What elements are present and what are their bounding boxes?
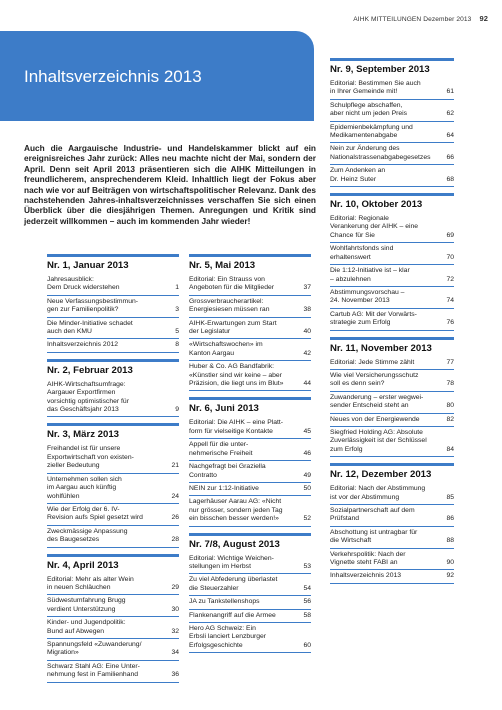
entry-page-number: 50 [303, 484, 311, 492]
entry-page-number: 88 [446, 537, 454, 545]
entry-title: Editorial: Nach der Abstimmung ist vor der Abstimmung [330, 485, 426, 501]
page-number: 92 [479, 14, 488, 23]
entry-title: Abstimmungsvorschau – 24. November 2013 [330, 288, 405, 305]
entry-title: Lagerhäuser Aarau AG: «Nicht nur grösser, sondern jeden Tag ein bisschen besser werden!» [189, 498, 283, 523]
entry-page-number: 26 [171, 514, 179, 522]
entry-title: Editorial: Bestimmen Sie auch in Ihrer Gemeinde mit! [330, 80, 421, 96]
entry-title: Editorial: Jede Stimme zählt [330, 358, 415, 366]
toc-entry[interactable] [47, 639, 179, 661]
toc-section [47, 554, 179, 683]
toc-section [47, 423, 179, 547]
entry-page-number: 54 [303, 584, 311, 592]
toc-entry[interactable] [330, 370, 454, 392]
entry-title: AIHK-Wirtschaftsumfrage: Aargauer Exportfirmen vorsichtig optimistischer für das Geschäftsjahr 2013 [47, 380, 129, 414]
toc-section [189, 254, 311, 391]
entry-page-number: 49 [303, 471, 311, 479]
toc-entry[interactable] [189, 296, 311, 318]
entry-page-number: 90 [446, 559, 454, 567]
entry-page-number: 80 [446, 402, 454, 410]
entry-title: Nein zur Änderung des Nationalstrassenabgabegesetzes [330, 145, 431, 161]
toc-section [189, 397, 311, 526]
toc-column-1 [47, 254, 179, 689]
toc-entry[interactable] [47, 379, 179, 418]
entry-page-number: 85 [446, 493, 454, 501]
toc-entry[interactable] [330, 483, 454, 505]
entry-page-number: 3 [175, 306, 179, 314]
entry-page-number: 52 [303, 515, 311, 523]
entry-page-number: 21 [171, 462, 179, 470]
toc-entry[interactable] [330, 392, 454, 414]
entry-title: Siegfried Holding AG: Absolute Zuverlässigkeit ist der Schlüssel zum Erfolg [330, 428, 427, 453]
section-title: Nr. 11, November 2013 [330, 337, 454, 357]
toc-entry[interactable] [330, 243, 454, 265]
entry-page-number: 68 [446, 175, 454, 183]
toc-entry[interactable] [47, 296, 179, 318]
entry-title: Die 1:12-Initiative ist – klar – abzulehnen [330, 267, 410, 283]
entry-title: Schulpflege abschaffen, aber nicht um jeden Preis [330, 101, 408, 118]
toc-entry[interactable] [47, 274, 179, 296]
entry-title: Hero AG Schweiz: Ein Erbsli lanciert Lenzburger Erfolgsgeschichte [189, 624, 267, 649]
entry-page-number: 86 [446, 515, 454, 523]
entry-page-number: 32 [171, 627, 179, 635]
entry-page-number: 84 [446, 445, 454, 453]
entry-title: Inhaltsverzeichnis 2012 [47, 341, 119, 349]
entry-title: Zu viel Abfederung überlastet die Steuerzahler [189, 576, 278, 592]
toc-section [47, 359, 179, 418]
toc-entry[interactable] [47, 661, 179, 683]
entry-page-number: 62 [446, 110, 454, 118]
entry-page-number: 30 [171, 605, 179, 613]
entry-page-number: 72 [446, 275, 454, 283]
section-title: Nr. 2, Februar 2013 [47, 359, 179, 379]
entry-page-number: 70 [446, 253, 454, 261]
toc-entry[interactable] [330, 287, 454, 309]
entry-title: Editorial: Ein Strauss von Angeboten für die Mitglieder [189, 276, 275, 292]
entry-title: Kinder- und Jugendpolitik: Bund auf Abwegen [47, 619, 126, 635]
toc-entry[interactable] [330, 213, 454, 243]
entry-title: Nachgefragt bei Graziella Contratto [189, 463, 266, 479]
toc-entry[interactable] [189, 361, 311, 391]
toc-entry[interactable] [47, 339, 179, 352]
entry-page-number: 24 [171, 492, 179, 500]
entry-title: Unternehmen sollen sich im Aargau auch künftig wohlfühlen [47, 475, 122, 500]
entry-page-number: 74 [446, 297, 454, 305]
entry-title: Die Minder-Initiative schadet auch den KMU [47, 319, 133, 336]
entry-page-number: 36 [171, 671, 179, 679]
toc-entry[interactable] [330, 549, 454, 571]
entry-title: Freihandel ist für unsere Exportwirtschaft von existen- zieller Bedeutung [47, 445, 134, 470]
section-title: Nr. 10, Oktober 2013 [330, 193, 454, 213]
toc-entry[interactable] [47, 574, 179, 596]
entry-page-number: 45 [303, 427, 311, 435]
entry-page-number: 53 [303, 562, 311, 570]
toc-entry[interactable] [47, 474, 179, 504]
entry-title: Grossverbraucherartikel: Energiesiesen müssen ran [189, 297, 270, 314]
entry-title: Zweckmässige Anpassung des Baugesetzes [47, 527, 128, 544]
intro-paragraph: Auch die Aargauische Industrie- und Handelskammer blickt auf ein ereignisreiches Jahr zurück: Alles neu machte nicht der Mai, sondern der April. Denn seit April 2013 präsentieren sich die AIHK Mitteilungen in freundlicherem, ansprechenderem Kleid. Inhaltlich liegt der Fokus aber nach wie vor auf Beiträgen von wirtschaftspolitischer Relevanz. Dank des nachstehenden Jahres-inhaltsverzeichnisses verschaffen Sie sich einen Überblick über die diesjährigen Themen. Anregungen und Kritik sind jederzeit willkommen – auch im kommenden Jahr wieder! [24, 143, 316, 226]
entry-page-number: 69 [446, 231, 454, 239]
running-title: AIHK MITTEILUNGEN Dezember 2013 [353, 16, 472, 23]
toc-entry[interactable] [47, 595, 179, 617]
toc-entry[interactable] [47, 443, 179, 473]
entry-page-number: 42 [303, 349, 311, 357]
toc-section [330, 193, 454, 330]
entry-page-number: 28 [171, 536, 179, 544]
entry-title: Neue Verfassungsbestimmun- gen zur Familienpolitik? [47, 297, 139, 314]
toc-entry[interactable] [189, 461, 311, 483]
entry-title: Neues von der Energiewende [330, 415, 420, 423]
entry-title: «Wirtschaftswochen» im Kanton Aargau [189, 341, 263, 357]
toc-entry[interactable] [189, 610, 311, 623]
entry-page-number: 9 [175, 406, 179, 414]
toc-entry[interactable] [189, 574, 311, 596]
toc-entry[interactable] [47, 504, 179, 526]
entry-page-number: 44 [303, 380, 311, 388]
toc-entry[interactable] [330, 570, 454, 583]
toc-section [189, 533, 311, 654]
toc-entry[interactable] [47, 318, 179, 340]
entry-title: AIHK-Erwartungen zum Start der Legislatur [189, 319, 277, 336]
entry-title: Zuwanderung – erster wegwei- sender Entscheid steht an [330, 393, 424, 410]
toc-entry[interactable] [47, 526, 179, 548]
entry-title: Epidemienbekämpfung und Medikamentenabgabe [330, 123, 413, 140]
entry-title: Zum Andenken an Dr. Heinz Suter [330, 167, 386, 183]
entry-page-number: 38 [303, 306, 311, 314]
toc-entry[interactable] [330, 265, 454, 287]
page-title: Inhaltsverzeichnis 2013 [24, 67, 202, 86]
entry-page-number: 82 [446, 415, 454, 423]
entry-title: Editorial: Mehr als alter Wein in neuen Schläuchen [47, 575, 134, 591]
toc-entry[interactable] [330, 122, 454, 144]
entry-page-number: 1 [175, 284, 179, 292]
entry-title: Südwestumfahrung Brugg verdient Unterstützung [47, 597, 126, 613]
toc-entry[interactable] [330, 78, 454, 100]
entry-title: Abschottung ist untragbar für die Wirtschaft [330, 528, 418, 545]
toc-entry[interactable] [330, 357, 454, 370]
entry-title: Huber & Co. AG Bandfabrik: «Künstler sind wir keine – aber Präzision, die liegt uns im Blut» [189, 363, 284, 388]
section-title: Nr. 6, Juni 2013 [189, 397, 311, 417]
section-title: Nr. 3, März 2013 [47, 423, 179, 443]
toc-entry[interactable] [189, 318, 311, 340]
entry-title: Spannungsfeld «Zuwanderung/ Migration» [47, 640, 142, 657]
toc-section [330, 337, 454, 458]
toc-entry[interactable] [330, 100, 454, 122]
entry-title: Schwarz Stahl AG: Eine Unter- nehmung fest in Familienhand [47, 662, 140, 679]
toc-entry[interactable] [330, 414, 454, 427]
entry-page-number: 78 [446, 380, 454, 388]
entry-page-number: 58 [303, 611, 311, 619]
entry-title: Sozialpartnerschaft auf dem Prüfstand [330, 507, 415, 523]
entry-page-number: 64 [446, 132, 454, 140]
toc-entry[interactable] [189, 274, 311, 296]
toc-entry[interactable] [330, 505, 454, 527]
section-title: Nr. 1, Januar 2013 [47, 254, 179, 274]
toc-entry[interactable] [330, 427, 454, 457]
toc-entry[interactable] [330, 309, 454, 331]
entry-page-number: 34 [171, 649, 179, 657]
entry-page-number: 76 [446, 319, 454, 327]
entry-title: Wie viel Versicherungsschutz soll es denn sein? [330, 371, 419, 388]
entry-title: Inhaltsverzeichnis 2013 [330, 572, 402, 580]
entry-title: Flankenangriff auf die Armee [189, 611, 276, 619]
toc-section [47, 254, 179, 353]
toc-entry[interactable] [189, 417, 311, 439]
toc-entry[interactable] [189, 596, 311, 609]
entry-title: Wie der Erfolg der 6. IV- Revision aufs Spiel gesetzt wird [47, 505, 143, 522]
toc-entry[interactable] [189, 339, 311, 361]
toc-entry[interactable] [189, 496, 311, 526]
entry-title: Editorial: Regionale Verankerung der AIHK – eine Chance für Sie [330, 215, 419, 239]
section-title: Nr. 12, Dezember 2013 [330, 463, 454, 483]
entry-title: Appell für die unter- nehmerische Freiheit [189, 441, 253, 457]
toc-entry[interactable] [47, 617, 179, 639]
entry-page-number: 5 [175, 328, 179, 336]
entry-title: Editorial: Die AIHK – eine Platt- form für vielseitige Kontakte [189, 419, 284, 435]
entry-title: Wohlfahrtsfonds sind erhaltenswert [330, 245, 394, 261]
toc-column-3 [330, 58, 454, 590]
entry-page-number: 77 [446, 358, 454, 366]
section-title: Nr. 9, September 2013 [330, 58, 454, 78]
toc-section [330, 463, 454, 584]
toc-entry[interactable] [189, 553, 311, 575]
toc-column-2 [189, 254, 311, 659]
entry-page-number: 37 [303, 284, 311, 292]
entry-page-number: 61 [446, 88, 454, 96]
toc-entry[interactable] [330, 165, 454, 187]
entry-page-number: 56 [303, 598, 311, 606]
toc-entry[interactable] [189, 439, 311, 461]
section-title: Nr. 4, April 2013 [47, 554, 179, 574]
entry-page-number: 92 [446, 572, 454, 580]
entry-page-number: 29 [171, 583, 179, 591]
title-banner [0, 31, 314, 121]
toc-entry[interactable] [330, 143, 454, 165]
entry-title: Jahresausblick: Dem Druck widerstehen [47, 276, 120, 292]
entry-page-number: 60 [303, 641, 311, 649]
section-title: Nr. 5, Mai 2013 [189, 254, 311, 274]
toc-entry[interactable] [189, 623, 311, 653]
toc-entry[interactable] [189, 483, 311, 496]
entry-title: Cartub AG: Mit der Vorwärts- strategie zum Erfolg [330, 310, 417, 327]
entry-page-number: 40 [303, 328, 311, 336]
entry-page-number: 46 [303, 449, 311, 457]
entry-page-number: 66 [446, 153, 454, 161]
entry-page-number: 8 [175, 341, 179, 349]
toc-section [330, 58, 454, 187]
toc-entry[interactable] [330, 527, 454, 549]
running-header [353, 14, 488, 23]
entry-title: Verkehrspolitik: Nach der Vignette steht FABI an [330, 550, 406, 567]
entry-title: JA zu Tankstellenshops [189, 598, 260, 606]
section-title: Nr. 7/8, August 2013 [189, 533, 311, 553]
entry-title: Editorial: Wichtige Weichen- stellungen im Herbst [189, 554, 274, 570]
entry-title: NEIN zur 1:12-Initiative [189, 484, 259, 492]
